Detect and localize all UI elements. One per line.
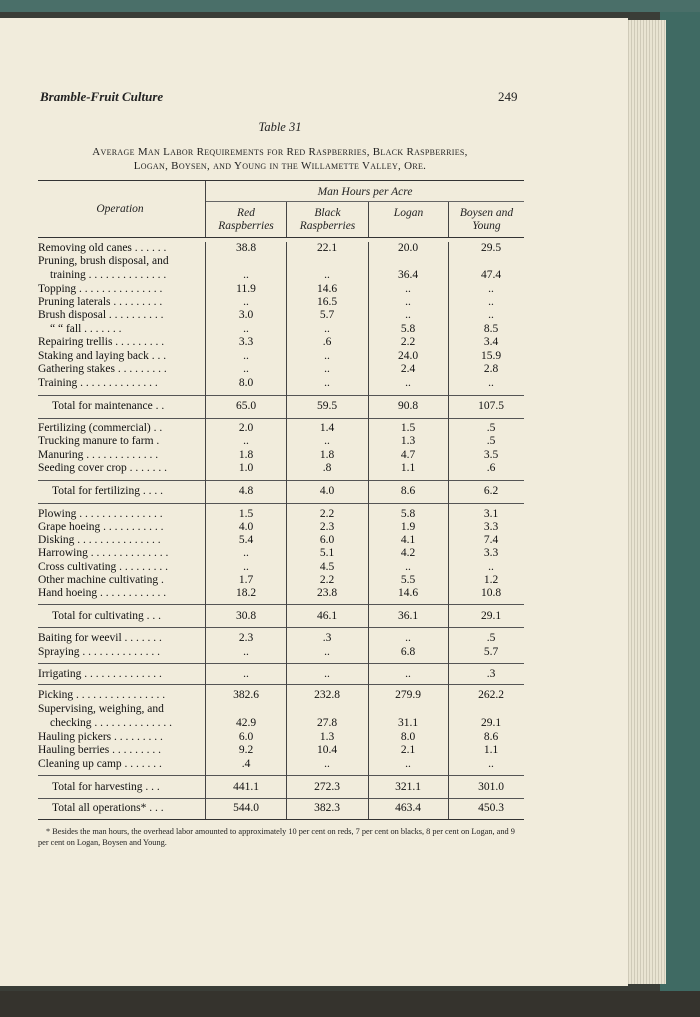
row-label: Total for harvesting . . . — [52, 781, 160, 793]
value-logan: 1.9 — [400, 521, 416, 533]
value-black: .. — [324, 269, 330, 281]
value-logan: 279.9 — [395, 689, 421, 701]
value-logan: .. — [405, 561, 411, 573]
row-label: Pruning, brush disposal, and — [38, 255, 169, 267]
row-label: Cross cultivating . . . . . . . . . — [38, 561, 169, 573]
table-row — [38, 255, 524, 268]
table-row — [38, 689, 524, 702]
value-black: 382.3 — [314, 802, 340, 814]
value-boysen-young: 1.2 — [483, 574, 499, 586]
value-logan: 1.3 — [400, 435, 416, 447]
value-logan: 24.0 — [397, 350, 419, 362]
value-black: .. — [324, 758, 330, 770]
value-logan: 1.1 — [400, 462, 416, 474]
book-cover-bottom — [0, 991, 700, 1017]
row-label: Manuring . . . . . . . . . . . . . — [38, 449, 159, 461]
value-logan: .. — [405, 296, 411, 308]
book-cover-edge — [660, 0, 700, 1017]
row-label: Hauling berries . . . . . . . . . — [38, 744, 161, 756]
row-label: Fertilizing (commercial) . . — [38, 422, 163, 434]
value-logan: 20.0 — [397, 242, 419, 254]
value-red: 30.8 — [235, 610, 257, 622]
value-boysen-young: 3.5 — [483, 449, 499, 461]
value-red: 65.0 — [235, 400, 257, 412]
value-boysen-young: .6 — [486, 462, 496, 474]
value-black: .. — [324, 435, 330, 447]
value-logan: 4.2 — [400, 547, 416, 559]
table-row — [38, 449, 524, 462]
column-header-logan: Logan — [393, 207, 424, 219]
value-logan: 5.8 — [400, 323, 416, 335]
table-top-rule — [38, 180, 524, 181]
row-label: Supervising, weighing, and — [38, 703, 164, 715]
row-label: Gathering stakes . . . . . . . . . — [38, 363, 167, 375]
row-label: Hauling pickers . . . . . . . . . — [38, 731, 163, 743]
row-label: Baiting for weevil . . . . . . . — [38, 632, 162, 644]
table-row — [38, 269, 524, 282]
table-caption-line-2: Logan, Boysen, and Young in the Willamette Valley, Ore. — [133, 160, 427, 172]
value-black: .. — [324, 377, 330, 389]
row-label: Removing old canes . . . . . . — [38, 242, 167, 254]
value-red: .. — [243, 561, 249, 573]
table-caption — [38, 145, 522, 173]
value-red: 4.0 — [238, 521, 254, 533]
table-row — [38, 561, 524, 574]
body-divider-2 — [368, 242, 369, 819]
row-label: Other machine cultivating . — [38, 574, 164, 586]
value-boysen-young: .. — [488, 758, 494, 770]
value-red: 544.0 — [233, 802, 259, 814]
value-red: 441.1 — [233, 781, 259, 793]
value-boysen-young: 29.1 — [480, 717, 502, 729]
value-boysen-young: 29.1 — [480, 610, 502, 622]
section-rule — [38, 604, 524, 605]
value-black: 5.1 — [319, 547, 335, 559]
value-red: .. — [243, 435, 249, 447]
value-boysen-young: 262.2 — [478, 689, 504, 701]
value-red: .. — [243, 547, 249, 559]
value-black: .. — [324, 646, 330, 658]
grand-total-row — [38, 802, 524, 815]
value-logan: .. — [405, 377, 411, 389]
value-black: 1.4 — [319, 422, 335, 434]
value-boysen-young: .. — [488, 309, 494, 321]
value-boysen-young: .5 — [486, 632, 496, 644]
value-boysen-young: 3.4 — [483, 336, 499, 348]
value-boysen-young: 450.3 — [478, 802, 504, 814]
table-row — [38, 462, 524, 475]
value-boysen-young: 29.5 — [480, 242, 502, 254]
table-row — [38, 350, 524, 363]
header-bottom-rule — [38, 237, 524, 238]
row-label: Cleaning up camp . . . . . . . — [38, 758, 162, 770]
row-label: Training . . . . . . . . . . . . . . — [38, 377, 158, 389]
row-label: Disking . . . . . . . . . . . . . . . — [38, 534, 161, 546]
total-row — [38, 400, 524, 413]
page-number: 249 — [498, 89, 518, 104]
row-label: Grape hoeing . . . . . . . . . . . — [38, 521, 164, 533]
table-row — [38, 632, 524, 645]
row-label: Picking . . . . . . . . . . . . . . . . — [38, 689, 166, 701]
total-row — [38, 781, 524, 794]
table-row — [38, 323, 524, 336]
row-label: Plowing . . . . . . . . . . . . . . . — [38, 508, 163, 520]
value-black: 2.2 — [319, 508, 335, 520]
value-logan: 2.2 — [400, 336, 416, 348]
value-boysen-young: .. — [488, 377, 494, 389]
value-logan: 1.5 — [400, 422, 416, 434]
column-header-black-raspberries: Black Raspberries — [299, 207, 356, 232]
row-label: Pruning laterals . . . . . . . . . — [38, 296, 163, 308]
value-black: 4.5 — [319, 561, 335, 573]
table-row — [38, 731, 524, 744]
table-row — [38, 363, 524, 376]
table-bottom-rule — [38, 819, 524, 820]
section-rule — [38, 775, 524, 776]
value-red: 6.0 — [238, 731, 254, 743]
row-label: Harrowing . . . . . . . . . . . . . . — [38, 547, 169, 559]
value-boysen-young: 1.1 — [483, 744, 499, 756]
table-row — [38, 717, 524, 730]
value-red: 1.7 — [238, 574, 254, 586]
value-red: .4 — [241, 758, 251, 770]
section-rule — [38, 663, 524, 664]
value-black: .. — [324, 323, 330, 335]
value-red: 3.3 — [238, 336, 254, 348]
section-rule — [38, 798, 524, 799]
row-label: Total for fertilizing . . . . — [52, 485, 163, 497]
value-logan: 2.1 — [400, 744, 416, 756]
value-logan: .. — [405, 758, 411, 770]
section-rule — [38, 395, 524, 396]
value-boysen-young: 107.5 — [478, 400, 504, 412]
value-red: 8.0 — [238, 377, 254, 389]
value-black: .3 — [322, 632, 332, 644]
row-label: Total all operations* . . . — [52, 802, 164, 814]
running-head: Bramble-Fruit Culture — [40, 89, 164, 104]
value-black: 272.3 — [314, 781, 340, 793]
value-boysen-young: .. — [488, 561, 494, 573]
table-row — [38, 283, 524, 296]
value-logan: 4.1 — [400, 534, 416, 546]
stub-header: Operation — [96, 203, 144, 215]
table-row — [38, 521, 524, 534]
value-red: .. — [243, 350, 249, 362]
value-boysen-young: 3.3 — [483, 547, 499, 559]
row-label: training . . . . . . . . . . . . . . — [50, 269, 167, 281]
table-row — [38, 242, 524, 255]
section-rule — [38, 627, 524, 628]
value-black: 2.2 — [319, 574, 335, 586]
value-black: 27.8 — [316, 717, 338, 729]
value-logan: 6.8 — [400, 646, 416, 658]
value-red: 5.4 — [238, 534, 254, 546]
table-caption-line-1: Average Man Labor Requirements for Red Raspberries, Black Raspberries, — [92, 146, 468, 158]
value-logan: 90.8 — [397, 400, 419, 412]
table-row — [38, 744, 524, 757]
spanner-rule — [206, 201, 524, 202]
value-red: 9.2 — [238, 744, 254, 756]
value-boysen-young: .. — [488, 296, 494, 308]
value-boysen-young: 7.4 — [483, 534, 499, 546]
section-rule — [38, 418, 524, 419]
table-row — [38, 377, 524, 390]
body-divider-stub — [205, 242, 206, 819]
column-header-boysen-young: Boysen and Young — [459, 207, 514, 232]
total-row — [38, 485, 524, 498]
value-boysen-young: .5 — [486, 422, 496, 434]
value-red: .. — [243, 363, 249, 375]
table-row — [38, 422, 524, 435]
value-black: 46.1 — [316, 610, 338, 622]
value-red: 2.3 — [238, 632, 254, 644]
value-black: 5.7 — [319, 309, 335, 321]
value-boysen-young: 47.4 — [480, 269, 502, 281]
value-logan: 8.0 — [400, 731, 416, 743]
value-black: 232.8 — [314, 689, 340, 701]
value-boysen-young: 3.3 — [483, 521, 499, 533]
value-logan: 36.1 — [397, 610, 419, 622]
row-label: Trucking manure to farm . — [38, 435, 160, 447]
row-label: Spraying . . . . . . . . . . . . . . — [38, 646, 161, 658]
value-logan: 2.4 — [400, 363, 416, 375]
row-label: Repairing trellis . . . . . . . . . — [38, 336, 165, 348]
value-logan: 5.5 — [400, 574, 416, 586]
row-label: Total for maintenance . . — [52, 400, 165, 412]
row-label: Irrigating . . . . . . . . . . . . . . — [38, 668, 162, 680]
table-row — [38, 547, 524, 560]
value-black: .6 — [322, 336, 332, 348]
value-boysen-young: 6.2 — [483, 485, 499, 497]
value-logan: 36.4 — [397, 269, 419, 281]
value-logan: .. — [405, 283, 411, 295]
table-footnote: * Besides the man hours, the overhead labor amounted to approximately 10 per cent on reds, 7 per cent on blacks, 8 per cent on Logan, and 9 per cent on Logan, Boysen and Young. — [38, 827, 515, 847]
value-black: 4.0 — [319, 485, 335, 497]
value-black: 1.3 — [319, 731, 335, 743]
value-boysen-young: .3 — [486, 668, 496, 680]
value-red: 1.8 — [238, 449, 254, 461]
spanner-header: Man Hours per Acre — [317, 186, 413, 198]
value-red: .. — [243, 668, 249, 680]
row-label: Topping . . . . . . . . . . . . . . . — [38, 283, 163, 295]
value-red: .. — [243, 269, 249, 281]
table-row — [38, 336, 524, 349]
row-label: Hand hoeing . . . . . . . . . . . . — [38, 587, 167, 599]
value-black: 14.6 — [316, 283, 338, 295]
value-red: 18.2 — [235, 587, 257, 599]
value-red: 3.0 — [238, 309, 254, 321]
value-logan: 14.6 — [397, 587, 419, 599]
value-black: 6.0 — [319, 534, 335, 546]
value-red: 42.9 — [235, 717, 257, 729]
value-black: .8 — [322, 462, 332, 474]
value-red: 4.8 — [238, 485, 254, 497]
table-row — [38, 534, 524, 547]
table-row — [38, 587, 524, 600]
body-divider-1 — [286, 242, 287, 819]
section-rule — [38, 503, 524, 504]
row-label: “ “ fall . . . . . . . — [50, 323, 122, 335]
row-label: Total for cultivating . . . — [52, 610, 162, 622]
book-cover-top — [0, 0, 700, 12]
table-row — [38, 435, 524, 448]
row-label: checking . . . . . . . . . . . . . . — [50, 717, 173, 729]
body-divider-3 — [448, 242, 449, 819]
value-boysen-young: 301.0 — [478, 781, 504, 793]
table-row — [38, 758, 524, 771]
value-boysen-young: 3.1 — [483, 508, 499, 520]
value-red: 11.9 — [236, 283, 256, 295]
value-red: 2.0 — [238, 422, 254, 434]
value-boysen-young: 5.7 — [483, 646, 499, 658]
value-red: .. — [243, 646, 249, 658]
value-black: 59.5 — [316, 400, 338, 412]
value-logan: 321.1 — [395, 781, 421, 793]
value-black: 16.5 — [316, 296, 338, 308]
table-row — [38, 646, 524, 659]
value-red: 382.6 — [233, 689, 259, 701]
section-rule — [38, 480, 524, 481]
section-rule — [38, 684, 524, 685]
total-row — [38, 610, 524, 623]
row-label: Brush disposal . . . . . . . . . . — [38, 309, 164, 321]
value-black: 10.4 — [316, 744, 338, 756]
table-row — [38, 703, 524, 716]
value-boysen-young: 8.5 — [483, 323, 499, 335]
value-red: 38.8 — [235, 242, 257, 254]
value-boysen-young: 8.6 — [483, 731, 499, 743]
table-row — [38, 508, 524, 521]
value-black: .. — [324, 363, 330, 375]
value-logan: 463.4 — [395, 802, 421, 814]
value-logan: 4.7 — [400, 449, 416, 461]
table-number: Table 31 — [258, 120, 302, 134]
value-logan: .. — [405, 668, 411, 680]
value-black: .. — [324, 668, 330, 680]
value-logan: 5.8 — [400, 508, 416, 520]
page-edges — [626, 20, 666, 984]
value-logan: 8.6 — [400, 485, 416, 497]
value-red: 1.5 — [238, 508, 254, 520]
column-header-red-raspberries: Red Raspberries — [218, 207, 274, 232]
value-boysen-young: 15.9 — [480, 350, 502, 362]
value-boysen-young: .5 — [486, 435, 496, 447]
row-label: Staking and laying back . . . — [38, 350, 167, 362]
table-row — [38, 309, 524, 322]
value-black: 22.1 — [316, 242, 338, 254]
row-label: Seeding cover crop . . . . . . . — [38, 462, 168, 474]
table-row — [38, 296, 524, 309]
value-logan: .. — [405, 309, 411, 321]
value-boysen-young: 10.8 — [480, 587, 502, 599]
value-black: 23.8 — [316, 587, 338, 599]
value-boysen-young: .. — [488, 283, 494, 295]
table-row — [38, 668, 524, 681]
value-red: 1.0 — [238, 462, 254, 474]
table-row — [38, 574, 524, 587]
value-boysen-young: 2.8 — [483, 363, 499, 375]
value-black: .. — [324, 350, 330, 362]
value-logan: 31.1 — [397, 717, 419, 729]
value-red: .. — [243, 323, 249, 335]
value-black: 1.8 — [319, 449, 335, 461]
value-red: .. — [243, 296, 249, 308]
value-black: 2.3 — [319, 521, 335, 533]
value-logan: .. — [405, 632, 411, 644]
